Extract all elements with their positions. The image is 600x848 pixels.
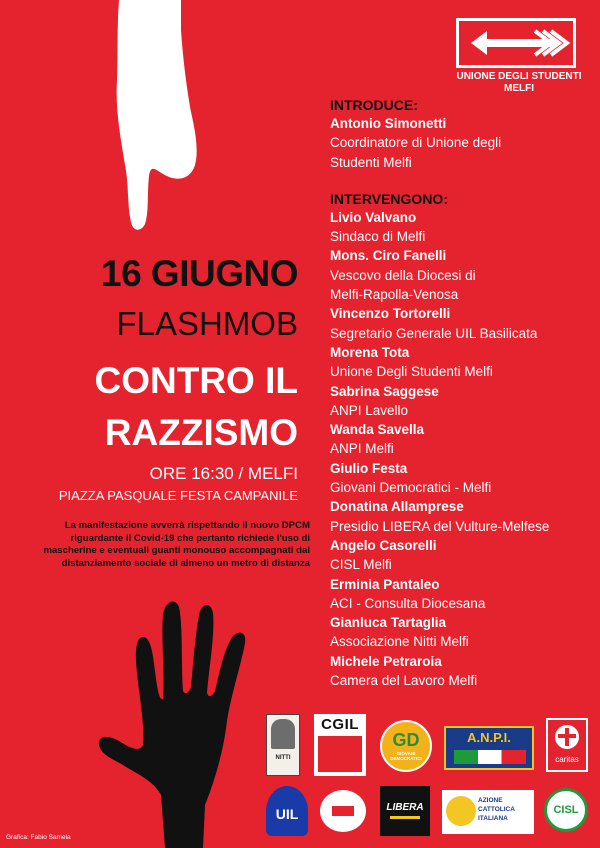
speaker-role: Melfi-Rapolla-Venosa: [330, 287, 459, 303]
arrow-icon: [459, 21, 573, 65]
speaker-role: Segretario Generale UIL Basilicata: [330, 325, 538, 341]
speaker-role: Unione Degli Studenti Melfi: [330, 364, 493, 380]
event-date: 16 GIUGNO: [101, 253, 298, 294]
event-time-place: ORE 16:30 / MELFI: [149, 464, 298, 483]
speaker-role: ANPI Melfi: [330, 441, 394, 457]
speaker-role: Associazione Nitti Melfi: [330, 634, 469, 650]
speaker-name: Donatina Allamprese: [330, 499, 464, 515]
event-venue: PIAZZA PASQUALE FESTA CAMPANILE: [58, 488, 298, 503]
speaker-role: Vescovo della Diocesi di: [330, 267, 476, 283]
white-hand-image: [95, 0, 205, 235]
speaker-role: Presidio LIBERA del Vulture-Melfese: [330, 518, 550, 534]
speaker-name: Angelo Casorelli: [330, 537, 437, 553]
usm-logo: [456, 18, 582, 95]
covid-note: La manifestazione avverrà rispettando il nuovo DPCM riguardante il Covid-19 che pertanto richiede l'uso di mascherine e eventuali guanti monouso accompagnati dal distanziamento sociale di almeno un metro di distanza: [43, 520, 310, 569]
speaker-name: Giulio Festa: [330, 460, 408, 476]
sponsor-logos: [262, 712, 592, 840]
event-type: FLASHMOB: [116, 305, 298, 342]
speaker-role: Giovani Democratici - Melfi: [330, 480, 492, 496]
speaker-name: Michele Petraroia: [330, 653, 442, 669]
speaker-list: [330, 208, 592, 690]
usm-logo-name: UNIONE DEGLI STUDENTI: [456, 71, 582, 82]
event-title: [95, 355, 298, 459]
speaker-name: Sabrina Saggese: [330, 383, 439, 399]
speaker-role: ANPI Lavello: [330, 402, 409, 418]
aci-logo: AZIONE CATTOLICA ITALIANA: [442, 790, 534, 834]
speaker-role: Studenti Melfi: [330, 154, 412, 170]
caritas-logo: caritas: [546, 718, 588, 772]
libera-logo: LIBERA: [380, 786, 430, 836]
speaker-name: Mons. Ciro Fanelli: [330, 248, 447, 264]
speaker-name: Antonio Simonetti: [330, 116, 447, 131]
speaker-name: Erminia Pantaleo: [330, 576, 440, 592]
speaker-role: Camera del Lavoro Melfi: [330, 673, 478, 689]
event-title-line2: RAZZISMO: [104, 412, 298, 453]
speaker-role: CISL Melfi: [330, 557, 392, 573]
speaker-role: Sindaco di Melfi: [330, 229, 426, 245]
speaker-role: Coordinatore di Unione degli: [330, 135, 502, 151]
speaker-name: Wanda Savella: [330, 422, 425, 438]
graphic-credit: Grafica: Fabio Samela: [6, 834, 71, 841]
speaker-name: Livio Valvano: [330, 209, 417, 225]
usm-logo-emblem: [456, 18, 576, 68]
introduce-heading: INTRODUCE:: [330, 97, 418, 113]
uil-logo: UIL: [266, 786, 308, 836]
intervengono-heading: INTERVENGONO:: [330, 190, 448, 207]
usm-logo-city: MELFI: [504, 83, 534, 94]
speakers-column: [330, 96, 592, 690]
speaker-role: ACI - Consulta Diocesana: [330, 595, 486, 611]
speaker-name: Vincenzo Tortorelli: [330, 306, 451, 322]
cisl-logo: CISL: [544, 788, 588, 832]
anpi-logo: A.N.P.I.: [444, 726, 534, 770]
cgil-logo: CGIL: [314, 714, 366, 776]
speaker-name: Morena Tota: [330, 344, 410, 360]
event-title-line1: CONTRO IL: [94, 360, 298, 401]
speaker-name: Gianluca Tartaglia: [330, 615, 447, 631]
black-hand-image: [95, 595, 255, 848]
camera-lavoro-logo: [318, 788, 368, 834]
gd-logo: GD GIOVANI DEMOCRATICI: [380, 720, 432, 772]
nitti-logo: NITTI: [266, 714, 300, 776]
